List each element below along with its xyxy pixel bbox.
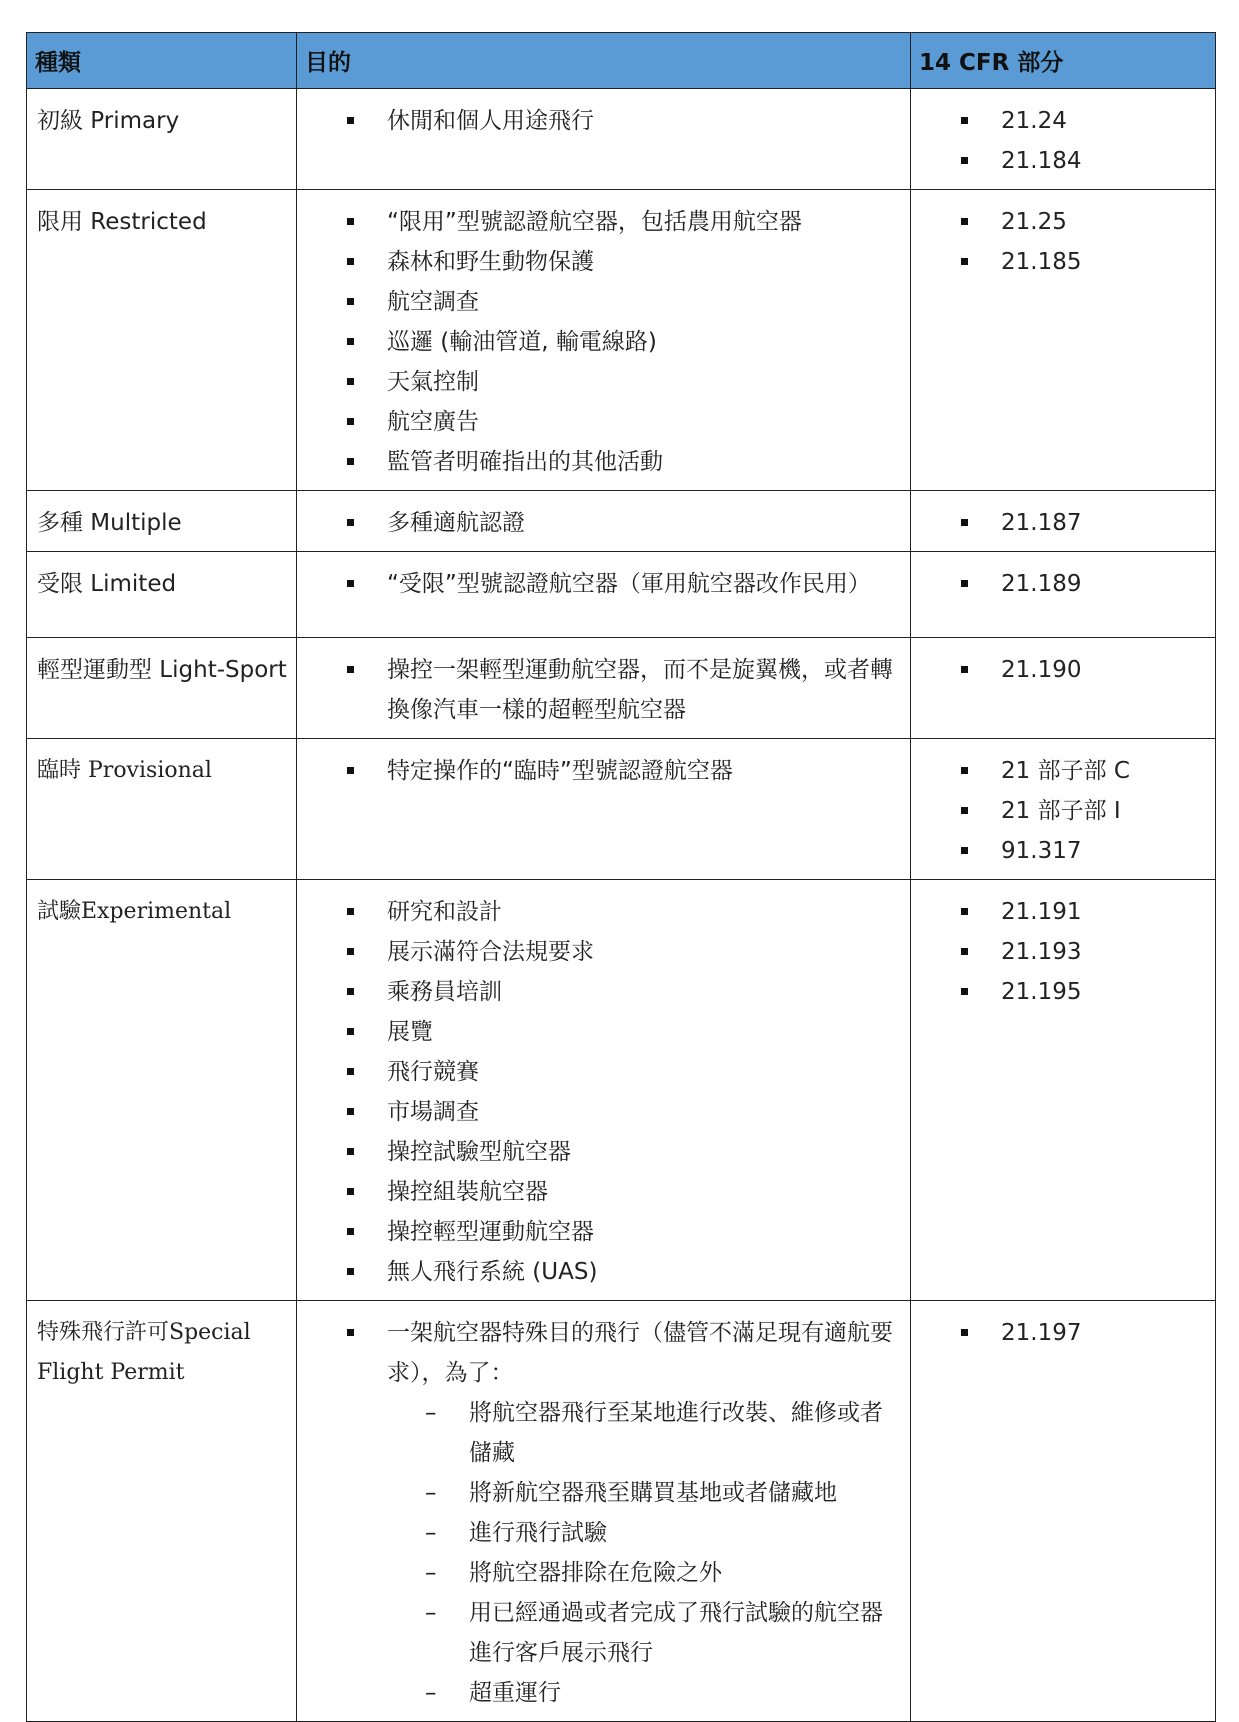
cfr-reference-list [911, 552, 1215, 612]
sub-purpose-item: – 將航空器排除在危險之外 [387, 1553, 904, 1593]
purpose-item: 展示滿符合法規要求 [297, 932, 904, 972]
purpose-item: 無人飛行系統 (UAS) [297, 1252, 904, 1292]
purpose-list [297, 1301, 910, 1721]
cfr-reference-item: 21.189 [911, 564, 1209, 604]
cfr-reference-item: 21 部子部 C [911, 751, 1209, 791]
purpose-item: 研究和設計 [297, 892, 904, 932]
cfr-reference-item: 21.24 [911, 101, 1209, 141]
cfr-reference-item: 21 部子部 I [911, 791, 1209, 831]
purpose-item: 操控組裝航空器 [297, 1172, 904, 1212]
purpose-item: 天氣控制 [297, 362, 904, 402]
cfr-reference-item: 91.317 [911, 831, 1209, 871]
category-label: 臨時 Provisional [37, 758, 212, 783]
category-label: 特殊飛行許可Special Flight Permit [37, 1320, 251, 1385]
category-cell [27, 491, 297, 552]
table-row [27, 491, 1216, 552]
sub-purpose-item: – 進行飛行試驗 [387, 1513, 904, 1553]
cfr-reference-list [911, 1301, 1215, 1361]
table-row [27, 190, 1216, 491]
purpose-item: 航空廣告 [297, 402, 904, 442]
purpose-list [297, 491, 910, 551]
cfr-reference-list [911, 190, 1215, 290]
purpose-item: 操控一架輕型運動航空器，而不是旋翼機，或者轉換像汽車一樣的超輕型航空器 [297, 650, 904, 730]
purpose-item: 乘務員培訓 [297, 972, 904, 1012]
purpose-cell [297, 638, 911, 739]
sub-purpose-item: – 將航空器飛行至某地進行改裝、維修或者儲藏 [387, 1393, 904, 1473]
purpose-item: 飛行競賽 [297, 1052, 904, 1092]
purpose-cell [297, 190, 911, 491]
category-cell [27, 89, 297, 190]
cfr-reference-item: 21.190 [911, 650, 1209, 690]
purpose-item: 展覽 [297, 1012, 904, 1052]
purpose-list [297, 638, 910, 738]
table-row [27, 638, 1216, 739]
cfr-reference-cell [911, 1301, 1216, 1722]
table-row [27, 552, 1216, 638]
purpose-list [297, 190, 910, 490]
purpose-cell [297, 491, 911, 552]
category-label: 受限 Limited [37, 571, 177, 597]
header-cfr-part: 14 CFR 部分 [911, 33, 1216, 89]
cfr-reference-item: 21.25 [911, 202, 1209, 242]
purpose-cell [297, 89, 911, 190]
category-cell [27, 638, 297, 739]
sub-purpose-item: – 超重運行 [387, 1673, 904, 1713]
category-label: 試驗Experimental [37, 899, 232, 924]
purpose-item: 多種適航認證 [297, 503, 904, 543]
purpose-list [297, 739, 910, 799]
category-label: 輕型運動型 Light-Sport [37, 657, 287, 683]
cfr-reference-cell [911, 89, 1216, 190]
purpose-item: “限用”型號認證航空器，包括農用航空器 [297, 202, 904, 242]
sub-purpose-list [387, 1393, 904, 1713]
cfr-reference-list [911, 89, 1215, 189]
table-body [27, 89, 1216, 1722]
cfr-reference-cell [911, 552, 1216, 638]
cfr-reference-cell [911, 880, 1216, 1301]
cfr-reference-cell [911, 739, 1216, 880]
purpose-item: 操控試驗型航空器 [297, 1132, 904, 1172]
table-row [27, 1301, 1216, 1722]
purpose-cell [297, 552, 911, 638]
category-cell [27, 552, 297, 638]
table-header-row [27, 33, 1216, 89]
header-purpose: 目的 [297, 33, 911, 89]
purpose-cell [297, 1301, 911, 1722]
cfr-reference-cell [911, 491, 1216, 552]
table-row [27, 739, 1216, 880]
purpose-item: 特定操作的“臨時”型號認證航空器 [297, 751, 904, 791]
cfr-reference-item: 21.193 [911, 932, 1209, 972]
purpose-list [297, 880, 910, 1300]
purpose-item: 巡邏 (輸油管道, 輸電線路) [297, 322, 904, 362]
category-cell [27, 1301, 297, 1722]
category-label: 限用 Restricted [37, 209, 207, 235]
purpose-cell [297, 739, 911, 880]
purpose-list [297, 89, 910, 149]
cfr-reference-item: 21.184 [911, 141, 1209, 181]
category-label: 多種 Multiple [37, 510, 182, 536]
purpose-item: 航空調查 [297, 282, 904, 322]
purpose-item: 市場調查 [297, 1092, 904, 1132]
purpose-heading: 一架航空器特殊目的飛行（儘管不滿足現有適航要求），為了： [387, 1320, 893, 1386]
cfr-reference-list [911, 491, 1215, 551]
purpose-item: “受限”型號認證航空器（軍用航空器改作民用） [297, 564, 904, 604]
category-cell [27, 739, 297, 880]
sub-purpose-item: – 用已經通過或者完成了飛行試驗的航空器進行客戶展示飛行 [387, 1593, 904, 1673]
aircraft-certification-table [26, 32, 1216, 1722]
purpose-item: 休閒和個人用途飛行 [297, 101, 904, 141]
cfr-reference-item: 21.195 [911, 972, 1209, 1012]
cfr-reference-list [911, 739, 1215, 879]
cfr-reference-list [911, 880, 1215, 1020]
purpose-item: 操控輕型運動航空器 [297, 1212, 904, 1252]
purpose-item: 監管者明確指出的其他活動 [297, 442, 904, 482]
cfr-reference-item: 21.197 [911, 1313, 1209, 1353]
table-row [27, 880, 1216, 1301]
purpose-item: 森林和野生動物保護 [297, 242, 904, 282]
category-label: 初級 Primary [37, 108, 180, 134]
cfr-reference-item: 21.191 [911, 892, 1209, 932]
purpose-item [297, 1313, 904, 1713]
cfr-reference-item: 21.185 [911, 242, 1209, 282]
cfr-reference-item: 21.187 [911, 503, 1209, 543]
purpose-list [297, 552, 910, 612]
purpose-cell [297, 880, 911, 1301]
category-cell [27, 880, 297, 1301]
cfr-reference-cell [911, 638, 1216, 739]
header-category: 種類 [27, 33, 297, 89]
category-cell [27, 190, 297, 491]
sub-purpose-item: – 將新航空器飛至購買基地或者儲藏地 [387, 1473, 904, 1513]
table-row [27, 89, 1216, 190]
cfr-reference-list [911, 638, 1215, 698]
cfr-reference-cell [911, 190, 1216, 491]
